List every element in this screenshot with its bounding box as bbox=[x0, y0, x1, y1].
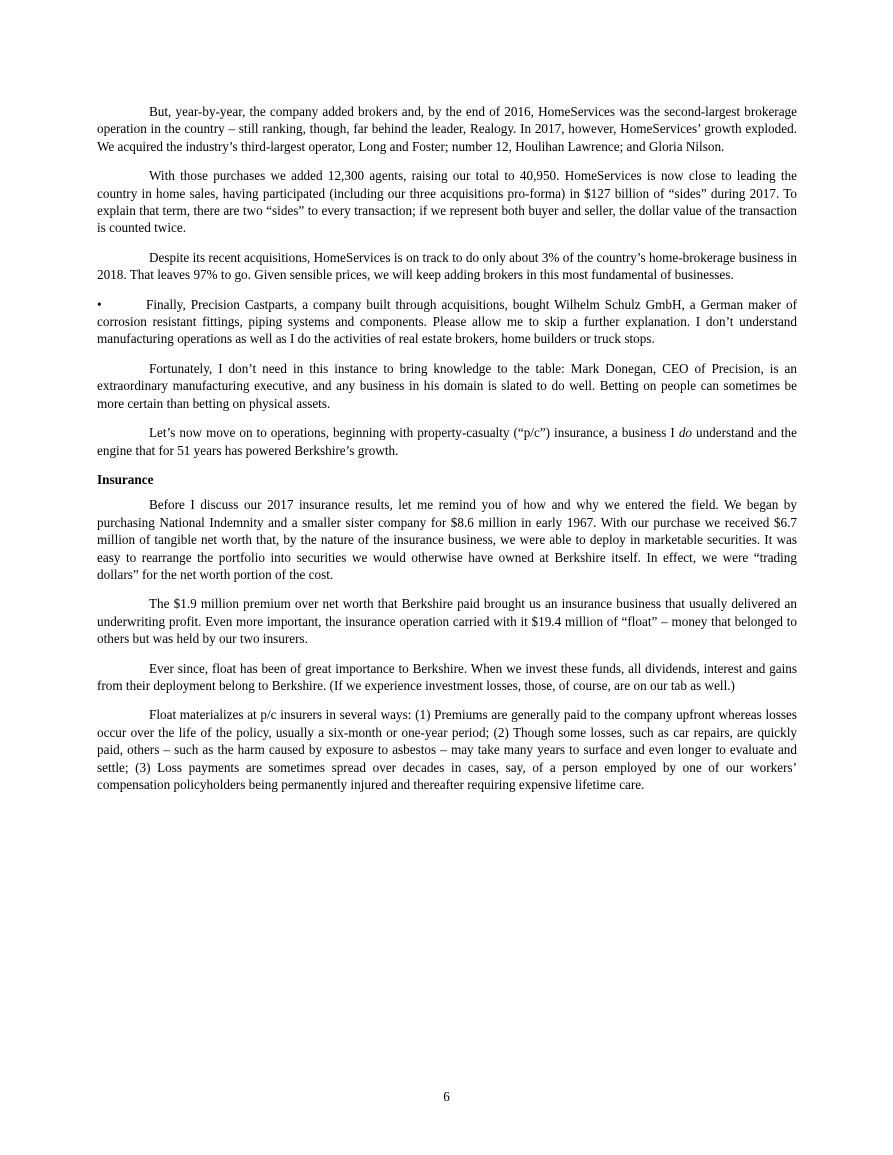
paragraph-insurance-float-importance: Ever since, float has been of great importance to Berkshire. When we invest these funds, all dividends, interest and gains from their deployment belong to Berkshire. (If we experience investment losses, those, of course, are on our tab as well.) bbox=[97, 660, 797, 693]
operations-text-after: understand and the engine that for 51 years has powered Berkshire’s growth. bbox=[97, 425, 797, 458]
letter-page-body bbox=[97, 103, 797, 805]
operations-emphasis: do bbox=[678, 425, 692, 441]
paragraph-precision-ceo: Fortunately, I don’t need in this instance to bring knowledge to the table: Mark Donegan, CEO of Precision, is an extraordinary manufacturing executive, and any business in his domain is slated to do well. Betting on people can sometimes be more certain than betting on physical assets. bbox=[97, 360, 797, 411]
page-number: 6 bbox=[443, 1089, 450, 1104]
paragraph-homeservices-agents: With those purchases we added 12,300 agents, raising our total to 40,950. HomeServices is now close to leading the country in home sales, having participated (including our three acquisitions pro-forma) in $127 billion of “sides” during 2017. To explain that term, there are two “sides” to every transaction; if we represent both buyer and seller, the dollar value of the transaction is counted twice. bbox=[97, 168, 797, 236]
paragraph-homeservices-share: Despite its recent acquisitions, HomeServices is on track to do only about 3% of the country’s home-brokerage business in 2018. That leaves 97% to go. Given sensible prices, we will keep adding brokers in this most fundamental of businesses. bbox=[97, 249, 797, 283]
bullet-text: Finally, Precision Castparts, a company built through acquisitions, bought Wilhelm Schulz GmbH, a German maker of corrosion resistant fittings, piping systems and components. Please allow me to skip a further explanation. I don’t understand manufacturing operations as well as I do the activities of real estate brokers, home builders or truck stops. bbox=[97, 296, 797, 347]
bullet-icon: • bbox=[97, 296, 102, 312]
paragraph-insurance-premium: The $1.9 million premium over net worth that Berkshire paid brought us an insurance business that usually delivered an underwriting profit. Even more important, the insurance operation carried with it $19.4 million of “float” – money that belonged to others but was held by our two insurers. bbox=[97, 596, 797, 647]
operations-text-before: Let’s now move on to operations, beginning with property-casualty (“p/c”) insurance, a business I bbox=[149, 425, 679, 441]
paragraph-operations bbox=[97, 424, 797, 459]
paragraph-insurance-float-sources: Float materializes at p/c insurers in several ways: (1) Premiums are generally paid to the company upfront whereas losses occur over the life of the policy, usually a six-month or one-year period; (2) Though some losses, such as car repairs, are quickly paid, others – such as the harm caused by exposure to asbestos – may take many years to surface and even longer to evaluate and settle; (3) Loss payments are sometimes spread over decades in cases, say, of a person employed by one of our workers’ compensation policyholders being permanently injured and thereafter requiring expensive lifetime care. bbox=[97, 707, 797, 792]
paragraph-insurance-history: Before I discuss our 2017 insurance results, let me remind you of how and why we entered the field. We began by purchasing National Indemnity and a smaller sister company for $8.6 million in early 1967. With our purchase we received $6.7 million of tangible net worth that, by the nature of the insurance business, we were able to deploy in marketable securities. It was easy to rearrange the portfolio into securities we would otherwise have owned at Berkshire itself. In effect, we were “trading dollars” for the net worth portion of the cost. bbox=[97, 497, 797, 582]
bullet-paragraph-precision-castparts bbox=[97, 296, 797, 348]
paragraph-homeservices-growth: But, year-by-year, the company added brokers and, by the end of 2016, HomeServices was the second-largest brokerage operation in the country – still ranking, though, far behind the leader, Realogy. In 2017, however, HomeServices’ growth exploded. We acquired the industry’s third-largest operator, Long and Foster; number 12, Houlihan Lawrence; and Gloria Nilson. bbox=[97, 104, 797, 154]
section-heading-insurance: Insurance bbox=[97, 471, 154, 487]
